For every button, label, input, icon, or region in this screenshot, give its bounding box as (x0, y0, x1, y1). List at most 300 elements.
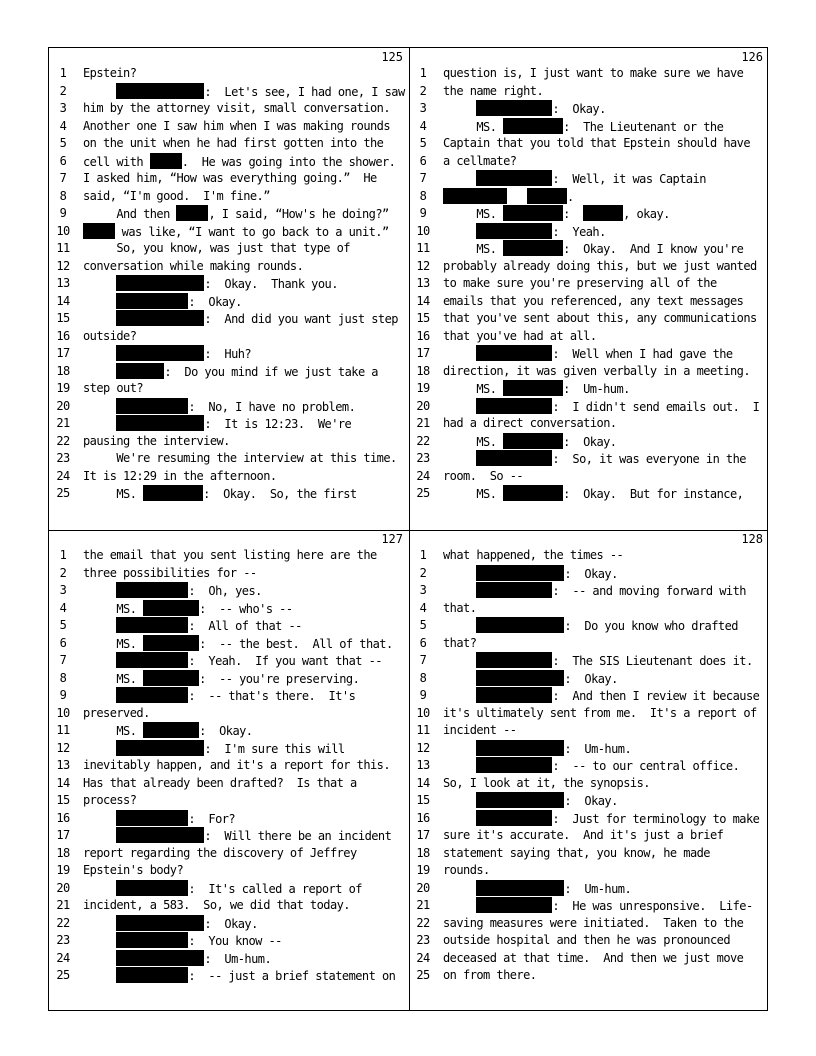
line-text (83, 652, 407, 671)
redaction-block (116, 950, 204, 966)
text-segment: : So, it was everyone in the (552, 452, 746, 466)
text-segment: : I didn't send emails out. I (552, 399, 760, 414)
transcript-line (49, 740, 409, 758)
line-number: 20 (56, 398, 70, 413)
redaction-block (476, 897, 552, 913)
text-segment (443, 689, 476, 703)
transcript-line (409, 775, 769, 793)
line-number: 25 (416, 968, 430, 982)
text-segment (443, 759, 476, 773)
transcript-line (409, 415, 769, 433)
line-number: 10 (56, 705, 70, 720)
redaction-block (116, 415, 204, 431)
text-segment: Epstein's body? (83, 863, 184, 877)
line-text (443, 652, 767, 671)
line-number: 20 (416, 880, 430, 895)
redaction-block (143, 670, 199, 686)
transcript-line (49, 83, 409, 101)
transcript-line (409, 275, 769, 293)
redaction-block (503, 380, 563, 396)
line-text (83, 485, 407, 504)
text-segment: Has that already been drafted? Is that a (83, 775, 357, 790)
transcript-sheet (48, 47, 768, 1011)
text-segment: : Um-hum. (204, 951, 272, 966)
text-segment: : -- and moving forward with (552, 584, 746, 598)
line-text (83, 170, 407, 188)
line-text (443, 670, 767, 689)
text-segment: . He was going into the shower. (181, 154, 396, 169)
line-number: 24 (56, 468, 70, 483)
transcript-line (409, 240, 769, 258)
line-number: 19 (416, 863, 430, 877)
transcript-line (409, 792, 769, 810)
line-number: 12 (56, 258, 70, 273)
redaction-block (116, 345, 204, 361)
line-text (83, 670, 407, 689)
text-segment (83, 400, 116, 414)
line-number: 21 (416, 416, 430, 430)
page-number: 125 (381, 50, 403, 64)
line-number: 21 (56, 416, 70, 430)
text-segment (443, 812, 476, 826)
line-number: 10 (416, 705, 430, 720)
line-number: 23 (416, 451, 430, 465)
transcript-line (49, 293, 409, 311)
transcript-line (409, 135, 769, 153)
text-segment: : Let's see, I had one, I saw (204, 84, 405, 99)
transcript-line (409, 950, 769, 968)
redaction-block (476, 652, 552, 668)
page-number: 127 (381, 532, 403, 546)
transcript-line (409, 600, 769, 618)
text-segment (443, 672, 476, 686)
text-segment: MS. (443, 434, 504, 449)
transcript-line (409, 118, 769, 136)
line-text (83, 100, 407, 118)
line-text (83, 775, 407, 793)
line-number: 22 (56, 915, 70, 930)
text-segment (443, 347, 476, 361)
line-number: 9 (419, 206, 427, 220)
line-text (443, 205, 767, 224)
transcript-line (49, 363, 409, 381)
text-segment (83, 969, 116, 983)
redaction-block (476, 223, 552, 239)
line-number: 5 (419, 136, 427, 150)
text-segment: probably already doing this, but we just wanted (443, 258, 757, 273)
transcript-line (49, 670, 409, 688)
line-number: 10 (56, 223, 70, 238)
redaction-block (476, 757, 552, 773)
transcript-line (49, 792, 409, 810)
line-number: 7 (59, 171, 67, 185)
redaction-block (116, 915, 204, 931)
line-text (83, 310, 407, 329)
redaction-block (116, 275, 204, 291)
line-text (443, 932, 767, 950)
line-text (443, 827, 767, 845)
text-segment: Captain that you told that Epstein should have (443, 136, 751, 150)
text-segment: : -- the best. All of that. (199, 636, 393, 651)
text-segment (83, 85, 116, 99)
line-text (83, 827, 407, 846)
line-text (83, 380, 407, 398)
text-segment: report regarding the discovery of Jeffrey (83, 845, 357, 860)
redaction-block (116, 687, 188, 703)
line-number: 14 (56, 775, 70, 790)
line-number: 2 (59, 565, 67, 580)
text-segment (443, 452, 476, 466)
transcript-line (49, 275, 409, 293)
transcript-line (49, 547, 409, 565)
line-text (443, 433, 767, 452)
text-segment (83, 812, 116, 826)
line-text (83, 967, 407, 986)
text-segment: So, I look at it, the synopsis. (443, 775, 650, 790)
text-segment (443, 400, 476, 414)
line-text (443, 100, 767, 119)
transcript-line (409, 65, 769, 83)
line-text (443, 293, 767, 311)
text-segment: It is 12:29 in the afternoon. (83, 468, 277, 483)
transcript-line (409, 880, 769, 898)
transcript-line (49, 223, 409, 241)
line-number: 18 (56, 845, 70, 860)
line-number: 18 (416, 845, 430, 860)
transcript-line (409, 547, 769, 565)
text-segment: : Huh? (204, 347, 252, 361)
transcript-line (409, 100, 769, 118)
line-text (443, 810, 767, 829)
text-segment (83, 619, 116, 633)
text-segment: : And then I review it because (552, 689, 760, 703)
line-number: 17 (56, 828, 70, 842)
line-text (83, 617, 407, 636)
line-number: 18 (416, 363, 430, 378)
transcript-line (49, 450, 409, 468)
text-segment: : It is 12:23. We're (204, 417, 352, 431)
text-segment: on from there. (443, 968, 537, 982)
text-segment (83, 689, 116, 703)
redaction-block (527, 188, 567, 204)
line-text (83, 740, 407, 759)
text-segment (83, 934, 116, 948)
line-number: 12 (416, 258, 430, 273)
text-segment: : Okay. (204, 916, 258, 931)
text-segment: : And did you want just step (204, 312, 398, 326)
text-segment: MS. (443, 242, 504, 256)
line-text (83, 915, 407, 934)
transcript-line (409, 293, 769, 311)
line-text (443, 118, 767, 137)
text-segment: cell with (83, 154, 150, 169)
text-segment: said, “I'm good. I'm fine.” (83, 188, 270, 203)
line-text (443, 450, 767, 469)
redaction-block (143, 635, 199, 651)
line-number: 5 (59, 136, 67, 150)
line-text (83, 600, 407, 619)
line-number: 16 (56, 328, 70, 343)
line-text (443, 617, 767, 636)
text-segment: MS. (83, 671, 144, 686)
redaction-block (143, 600, 199, 616)
transcript-line (49, 258, 409, 276)
line-number: 7 (419, 171, 427, 185)
transcript-line (409, 897, 769, 915)
text-segment (83, 829, 116, 843)
line-text (83, 153, 407, 172)
redaction-block (116, 363, 164, 379)
line-text (83, 223, 407, 242)
transcript-line (49, 485, 409, 503)
transcript-line (409, 380, 769, 398)
line-text (443, 258, 767, 276)
line-text (443, 310, 767, 328)
text-segment (443, 172, 476, 186)
redaction-block (83, 223, 115, 239)
line-number: 6 (419, 153, 427, 168)
line-text (83, 880, 407, 899)
redaction-block (503, 240, 563, 256)
line-text (443, 757, 767, 776)
transcript-line (49, 810, 409, 828)
line-text (443, 398, 767, 417)
text-segment: MS. (443, 207, 504, 221)
text-segment: three possibilities for -- (83, 565, 257, 580)
transcript-line (49, 705, 409, 723)
line-text (83, 862, 407, 880)
line-text (83, 363, 407, 382)
line-number: 6 (59, 153, 67, 168)
transcript-line (49, 897, 409, 915)
line-text (443, 170, 767, 189)
text-segment: : Okay. (564, 671, 618, 686)
line-number: 9 (59, 688, 67, 702)
line-number: 19 (56, 863, 70, 877)
text-segment: MS. (83, 601, 144, 616)
line-text (443, 275, 767, 293)
redaction-block (116, 810, 188, 826)
text-segment: : Okay. (564, 566, 618, 581)
transcript-line (49, 328, 409, 346)
text-segment: : Yeah. (552, 224, 606, 239)
line-text (83, 757, 407, 775)
line-number: 15 (416, 311, 430, 325)
line-number: 6 (419, 635, 427, 650)
line-number: 7 (59, 653, 67, 667)
text-segment: , I said, “How's he doing?” (208, 207, 389, 221)
transcript-line (49, 652, 409, 670)
line-text (443, 415, 767, 433)
text-segment: that? (443, 635, 477, 650)
line-number: 2 (419, 83, 427, 98)
text-segment (83, 417, 116, 431)
line-number: 8 (59, 188, 67, 203)
text-segment: statement saying that, you know, he made (443, 845, 710, 860)
text-segment (83, 277, 116, 291)
line-number: 9 (419, 688, 427, 702)
text-segment (83, 952, 116, 966)
line-number: 4 (59, 600, 67, 615)
line-number: 3 (419, 101, 427, 115)
text-segment (443, 882, 476, 896)
line-text (443, 775, 767, 793)
line-text (443, 897, 767, 916)
line-number: 1 (59, 66, 67, 80)
text-segment: pausing the interview. (83, 433, 230, 448)
text-segment: , okay. (623, 207, 670, 221)
text-segment: sure it's accurate. And it's just a brief (443, 828, 724, 842)
line-number: 11 (56, 723, 70, 737)
redaction-block (476, 565, 564, 581)
text-segment: : All of that -- (188, 619, 302, 633)
text-segment: : Um-hum. (563, 382, 630, 396)
line-number: 8 (419, 670, 427, 685)
text-segment: : Okay. But for instance, (563, 487, 744, 501)
transcript-line (409, 153, 769, 171)
line-text (443, 468, 767, 486)
transcript-line (409, 398, 769, 416)
transcript-line (409, 967, 769, 985)
line-number: 12 (416, 740, 430, 755)
line-number: 14 (416, 775, 430, 790)
line-text (443, 345, 767, 364)
line-text (443, 862, 767, 880)
transcript-line (49, 827, 409, 845)
transcript-line (409, 617, 769, 635)
text-segment: emails that you referenced, any text messages (443, 293, 744, 308)
line-number: 5 (419, 618, 427, 632)
line-text (443, 722, 767, 740)
text-segment: MS. (443, 382, 504, 396)
text-segment: conversation while making rounds. (83, 258, 304, 273)
text-segment: : The Lieutenant or the (563, 119, 724, 134)
text-segment: : Do you know who drafted (564, 619, 738, 633)
line-number: 17 (416, 828, 430, 842)
text-segment: : -- to our central office. (552, 759, 740, 773)
transcript-line (409, 345, 769, 363)
line-text (83, 398, 407, 417)
transcript-line (409, 740, 769, 758)
transcript-line (49, 153, 409, 171)
transcript-line (409, 687, 769, 705)
text-segment: : You know -- (188, 934, 282, 948)
page-number: 128 (741, 532, 763, 546)
text-segment: : -- who's -- (199, 601, 293, 616)
text-segment (443, 619, 476, 633)
line-text (443, 950, 767, 968)
text-segment: it's ultimately sent from me. It's a report of (443, 705, 757, 720)
text-segment: : Okay. So, the first (203, 487, 357, 501)
line-number: 11 (416, 723, 430, 737)
text-segment: deceased at that time. And then we just move (443, 950, 744, 965)
redaction-block (476, 170, 552, 186)
text-segment (443, 567, 476, 581)
redaction-block (476, 617, 564, 633)
text-segment (83, 917, 116, 931)
transcript-line (49, 468, 409, 486)
transcript-line (49, 433, 409, 451)
transcript-line (49, 845, 409, 863)
text-segment: : It's called a report of (188, 881, 362, 896)
redaction-block (503, 433, 563, 449)
text-segment: step out? (83, 381, 144, 395)
line-text (443, 65, 767, 83)
text-segment: MS. (83, 724, 144, 738)
transcript-line (409, 328, 769, 346)
redaction-block (143, 722, 199, 738)
line-text (443, 135, 767, 153)
line-text (443, 363, 767, 381)
text-segment: : For? (188, 811, 236, 826)
text-segment: I asked him, “How was everything going.” He (83, 171, 377, 185)
redaction-block (116, 652, 188, 668)
redaction-block (116, 827, 204, 843)
line-number: 13 (416, 758, 430, 772)
line-text (83, 897, 407, 915)
text-segment: incident, a 583. So, we did that today. (83, 898, 350, 912)
text-segment: preserved. (83, 705, 150, 720)
redaction-block (150, 153, 182, 169)
line-text (443, 705, 767, 723)
line-text (83, 188, 407, 206)
text-segment (83, 347, 116, 361)
text-segment: : Well, it was Captain (552, 172, 706, 186)
line-number: 14 (416, 293, 430, 308)
text-segment: the name right. (443, 83, 544, 98)
text-segment: room. So -- (443, 468, 524, 483)
text-segment: that you've had at all. (443, 328, 597, 343)
text-segment (443, 742, 476, 756)
line-text (443, 582, 767, 601)
text-segment: : I'm sure this will (204, 741, 345, 756)
transcript-line (409, 810, 769, 828)
line-number: 24 (416, 468, 430, 483)
line-text (83, 468, 407, 486)
redaction-block (476, 450, 552, 466)
line-text (443, 600, 767, 618)
line-text (83, 293, 407, 312)
line-text (83, 345, 407, 364)
line-number: 3 (419, 583, 427, 597)
text-segment (443, 794, 476, 808)
transcript-line (49, 582, 409, 600)
line-number: 22 (416, 915, 430, 930)
transcript-line (49, 950, 409, 968)
transcript-line (409, 468, 769, 486)
line-number: 3 (59, 101, 67, 115)
redaction-block (503, 118, 563, 134)
transcript-line (409, 565, 769, 583)
transcript-line (49, 135, 409, 153)
transcript-line (49, 205, 409, 223)
line-number: 25 (56, 486, 70, 500)
transcript-line (409, 582, 769, 600)
transcript-line (49, 565, 409, 583)
transcript-line (49, 100, 409, 118)
line-text (83, 415, 407, 434)
text-segment: : Oh, yes. (188, 584, 262, 598)
text-segment: Epstein? (83, 66, 137, 80)
transcript-line (49, 240, 409, 258)
line-number: 4 (59, 118, 67, 133)
transcript-line (49, 967, 409, 985)
transcript-line (49, 757, 409, 775)
redaction-block (443, 188, 507, 204)
line-number: 3 (59, 583, 67, 597)
line-text (83, 582, 407, 601)
redaction-block (476, 792, 564, 808)
